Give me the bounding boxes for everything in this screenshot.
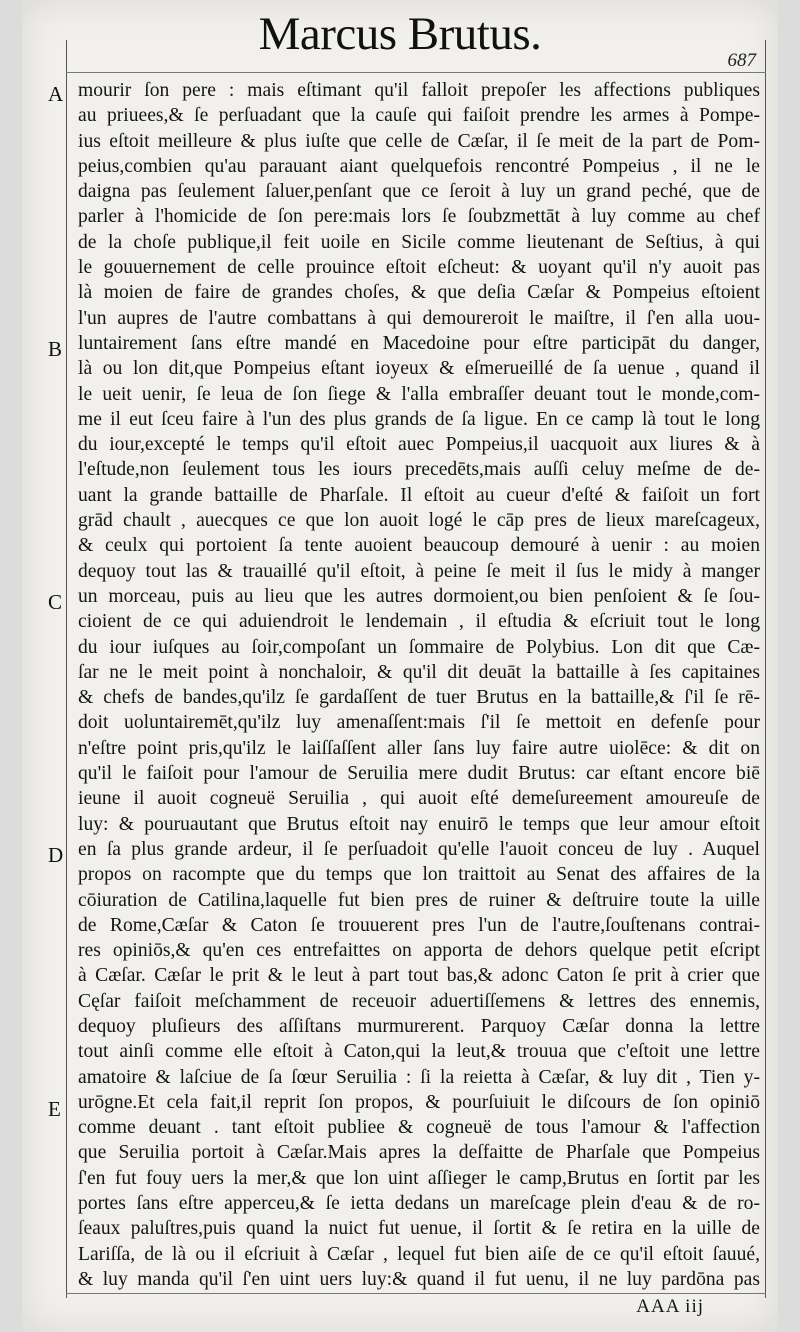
text-line: du iour,excepté le temps qu'il eſtoit auec Pompeius,il uacquoit aux liures & à xyxy=(78,434,760,456)
text-line: Lariſſa, de là ou il eſcriuit à Cæſar , lequel fut bien aiſe de ce qu'il eſtoit ſauué, xyxy=(78,1243,760,1265)
text-line: là moien de faire de grandes choſes, & que deſia Cæſar & Pompeius eſtoient xyxy=(78,282,760,304)
text-line: ius eſtoit meilleure & plus iuſte que celle de Cæſar, il ſe meit de la part de Pom- xyxy=(78,130,760,152)
text-line: du iour iuſques au ſoir,compoſant un ſommaire de Polybius. Lon dit que Cæ- xyxy=(78,636,760,658)
text-line: & ceulx qui portoient ſa tente auoient beaucoup demouré à uenir : au moien xyxy=(78,535,760,557)
text-line: l'eſtude,non ſeulement tous les iours precedēts,mais auſſi celuy meſme de de- xyxy=(78,459,760,481)
text-line: uant la grande battaille de Pharſale. Il eſtoit au cueur d'eſté & faiſoit un fort xyxy=(78,484,760,506)
text-line: de la choſe publique,il feit uoile en Sicile comme lieutenant de Seſtius, à qui xyxy=(78,231,760,253)
text-line: ſ'en fut fouy uers la mer,& que lon uint aſſieger le camp,Brutus en ſortit par les xyxy=(78,1167,760,1189)
text-line: l'un aupres de l'autre combattans à qui demoureroit le maiſtre, il ſ'en alla uou- xyxy=(78,307,760,329)
text-line: mourir ſon pere : mais eſtimant qu'il falloit prepoſer les affections publiques xyxy=(78,80,760,101)
text-line: là ou lon dit,que Pompeius eſtant ioyeux & eſmerueillé de ſa uenue , quand il xyxy=(78,358,760,380)
text-line: cioient de ce qui aduiendroit le lendemain , il eſtudia & eſcriuit tout le long xyxy=(78,611,760,633)
text-line: peius,combien qu'au parauant aiant quelquefois rencontré Pompeius , il ne le xyxy=(78,155,760,177)
text-line: grād chault , auecques ce que lon auoit logé le cāp pres de lieux mareſcageux, xyxy=(78,510,760,532)
text-line: dequoy pluſieurs des aſſiſtans murmurerent. Parquoy Cæſar donna la lettre xyxy=(78,1015,760,1037)
text-line: n'eſtre point pris,qu'ilz le laiſſaſſent aller ſans luy faire autre uiolēce: & dit on xyxy=(78,737,760,759)
text-line: daigna pas ſeulement ſaluer,penſant que ce ſeroit à luy un grand peché, que de xyxy=(78,181,760,203)
text-line: Cęſar faiſoit meſchamment de receuoir aduertiſſemens & lettres des ennemis, xyxy=(78,990,760,1012)
left-margin-rule xyxy=(66,40,67,1298)
text-line: ſeaux paluſtres,puis quand la nuict fut uenue, il ſortit & ſe retira en la uille de xyxy=(78,1218,760,1240)
text-line: à Cæſar. Cæſar le prit & le leut à part tout bas,& adonc Caton ſe prit à crier que xyxy=(78,965,760,987)
text-line: qu'il le faiſoit pour l'amour de Seruilia mere dudit Brutus: car eſtant encore biē xyxy=(78,763,760,785)
text-line: comme deuant . tant eſtoit publiee & cogneuë de tous l'amour & l'affection xyxy=(78,1117,760,1139)
margin-marker-c: C xyxy=(48,590,63,614)
text-line: res opiniōs,& qu'en ces entrefaittes on apporta de dehors quelque petit eſcript xyxy=(78,940,760,962)
right-margin-rule xyxy=(765,40,766,1298)
footer-rule xyxy=(66,1293,766,1294)
text-line: propos on racompte que du temps que lon traittoit au Senat des affaires de la xyxy=(78,864,760,886)
text-line: dequoy tout las & trauaillé qu'il eſtoit, à peine ſe meit il ſus le midy à manger xyxy=(78,560,760,582)
text-line: ieune il auoit cogneuë Seruilia , qui auoit eſté demeſureement amoureuſe de xyxy=(78,788,760,810)
text-line: luntairement ſans eſtre mandé en Macedoine pour eſtre participāt du danger, xyxy=(78,332,760,354)
text-line: me il eut ſceu faire à l'un des plus grands de ſa ligue. En ce camp là tout le long xyxy=(78,408,760,430)
text-line: au priuees,& ſe perſuadant que la cauſe qui faiſoit prendre les armes à Pompe- xyxy=(78,105,760,127)
text-line: cōiuration de Catilina,laquelle fut bien pres de ruiner & deſtruire toute la uille xyxy=(78,889,760,911)
margin-marker-a: A xyxy=(48,82,64,106)
running-title: Marcus Brutus. xyxy=(258,8,542,60)
signature-mark: AAA iij xyxy=(636,1296,704,1317)
text-line: portes ſans eſtre apperceu,& ſe ietta dedans un mareſcage plein d'eau & de ro- xyxy=(78,1193,760,1215)
text-line: luy: & pouruautant que Brutus eſtoit nay enuirō le temps que leur amour eſtoit xyxy=(78,813,760,835)
text-line: que Seruilia portoit à Cæſar.Mais apres la deſfaitte de Pharſale que Pompeius xyxy=(78,1142,760,1164)
text-line: & chefs de bandes,qu'ilz ſe gardaſſent de tuer Brutus en la battaille,& ſ'il ſe rē- xyxy=(78,687,760,709)
text-line: doit uoluntairemēt,qu'ilz luy amenaſſent:mais ſ'il ſe mettoit en defenſe pour xyxy=(78,712,760,734)
text-line: ſar ne le meit point à nonchaloir, & qu'il dit deuāt la battaille à ſes capitaines xyxy=(78,661,760,683)
text-line: tout ainſi comme elle eſtoit à Caton,qui la leut,& trouua que c'eſtoit une lettre xyxy=(78,1041,760,1063)
text-line: amatoire & laſciue de ſa ſœur Seruilia : ſi la reietta à Cæſar, & luy dit , Tien y- xyxy=(78,1066,760,1088)
text-line: le gouuernement de celle prouince eſtoit eſcheut: & uoyant qu'il n'y auoit pas xyxy=(78,257,760,279)
margin-marker-d: D xyxy=(48,843,64,867)
header-rule xyxy=(66,72,766,73)
text-line: le ueit uenir, ſe leua de ſon ſiege & l'alla embraſſer deuant tout le monde,com- xyxy=(78,383,760,405)
text-line: de Rome,Cæſar & Caton ſe trouuerent pres l'un de l'autre,ſouſtenans contrai- xyxy=(78,914,760,936)
text-line: un morceau, puis au lieu que les autres dormoient,ou bien penſoient & ſe ſou- xyxy=(78,585,760,607)
margin-marker-b: B xyxy=(48,337,63,361)
body-text xyxy=(78,78,760,1292)
text-line: urōgne.Et cela fait,il reprit ſon propos, & pourſuiuit le diſcours de ſon opiniō xyxy=(78,1091,760,1113)
text-line: en ſa plus grande ardeur, il ſe perſuadoit qu'elle l'auoit conceu de luy . Auquel xyxy=(78,838,760,860)
page-number: 687 xyxy=(727,50,756,71)
margin-marker-e: E xyxy=(48,1097,61,1121)
text-line: parler à l'homicide de ſon pere:mais lors ſe ſoubzmettāt à luy comme au chef xyxy=(78,206,760,228)
text-line: & luy manda qu'il ſ'en uint uers luy:& quand il fut uenu, il ne luy pardōna pas xyxy=(78,1268,760,1290)
